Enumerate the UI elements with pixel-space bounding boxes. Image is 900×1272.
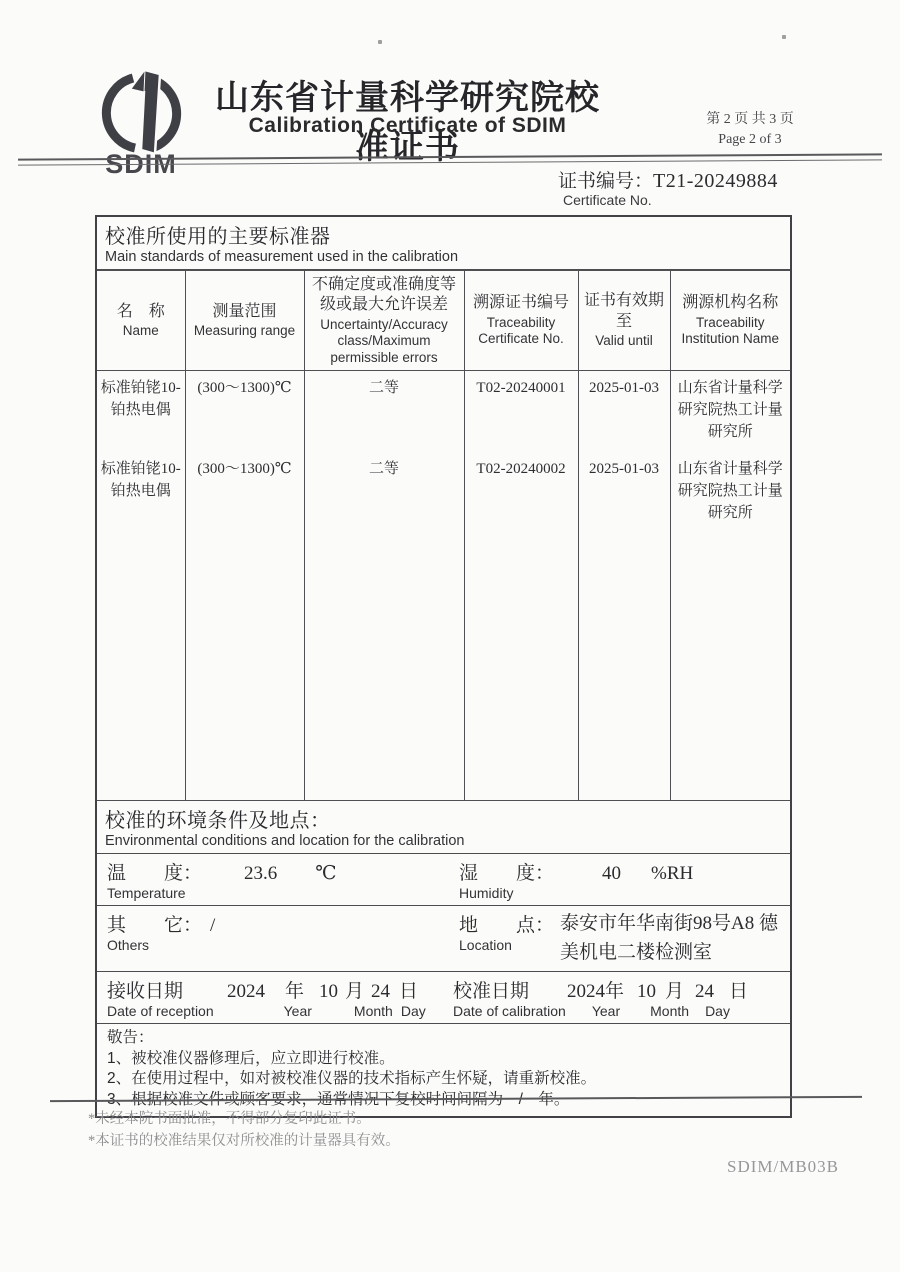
others-value: / — [210, 915, 216, 936]
temperature-value: 23.6 — [244, 863, 278, 884]
calibration-day: 24 — [695, 981, 714, 1002]
reception-month: 10 — [319, 981, 338, 1002]
environment-title-en: Environmental conditions and location for the calibration — [105, 833, 465, 849]
col-header-uncertainty: 不确定度或准确度等级或最大允许误差 Uncertainty/Accuracy class/Maximum permissible errors — [304, 271, 464, 371]
notice-title: 敬告： — [107, 1029, 154, 1046]
certificate-number-label: 证书编号： — [558, 171, 654, 192]
calibration-month: 10 — [637, 981, 656, 1002]
standard-2-name: 标准铂铑10-铂热电偶 — [100, 461, 181, 499]
col-header-traceability-no: 溯源证书编号 Traceability Certificate No. — [464, 271, 578, 371]
dates-row — [97, 972, 790, 1024]
location-value: 泰安市年华南街98号A8 德美机电二楼检测室 — [560, 913, 778, 963]
calibration-date-field: 校准日期 2024年 10 月 24 日 Date of calibration Year Month Day — [449, 972, 790, 1023]
notice-item-1: 1、被校准仪器修理后，应立即进行校准。 — [107, 1049, 395, 1067]
standard-2-institution: 山东省计量科学研究院热工计量研究所 — [677, 461, 783, 521]
standards-title-en: Main standards of measurement used in the calibration — [105, 249, 459, 265]
location-label-en: Location — [459, 937, 512, 953]
others-location-row — [97, 906, 790, 972]
scan-speck — [378, 40, 382, 44]
humidity-field — [449, 854, 790, 905]
others-label-en: Others — [107, 937, 150, 953]
standards-title-zh: 校准所使用的主要标准器 — [105, 226, 331, 248]
standard-1-cert-no: T02-20240001 — [476, 380, 566, 396]
col-header-valid-until: 证书有效期至 Valid until — [578, 271, 670, 371]
reception-label-en: Date of reception — [107, 1003, 214, 1019]
page-indicator — [690, 110, 810, 151]
reception-year: 2024 — [227, 981, 265, 1002]
standard-1-institution: 山东省计量科学研究院热工计量研究所 — [677, 380, 783, 440]
standard-2-accuracy: 二等 — [368, 461, 399, 477]
footnote-validity: *本证书的校准结果仅对所校准的计量器具有效。 — [88, 1133, 400, 1150]
footnotes — [88, 1108, 400, 1153]
others-field — [97, 906, 449, 971]
humidity-value: 40 — [602, 863, 622, 884]
certificate-body — [95, 215, 792, 1118]
col-header-range: 测量范围 Measuring range — [185, 271, 304, 371]
certificate-title-en: Calibration Certificate of SDIM — [248, 114, 567, 137]
reception-label-zh: 接收日期 — [107, 981, 184, 1002]
calibration-year: 2024 — [567, 981, 605, 1002]
location-field — [449, 906, 790, 971]
certificate-title-zh: 山东省计量科学研究院校准证书 — [215, 80, 600, 166]
humidity-unit: %RH — [651, 863, 694, 884]
col-header-institution: 溯源机构名称 Traceability Institution Name — [670, 271, 790, 371]
humidity-label-en: Humidity — [459, 885, 514, 901]
humidity-label-zh: 湿 度： — [459, 863, 555, 884]
notice-section — [97, 1024, 790, 1116]
standards-header-row — [97, 271, 790, 371]
footnote-copy-restriction: *未经本院书面批准，不得部分复印此证书。 — [88, 1111, 371, 1127]
page-indicator-zh: 第 2 页 共 3 页 — [706, 112, 794, 127]
standard-2-cert-no: T02-20240002 — [476, 461, 566, 477]
scan-speck — [782, 35, 786, 39]
certificate-number — [558, 166, 778, 193]
others-label-zh: 其 它： — [107, 915, 203, 936]
standard-2-valid-until: 2025-01-03 — [589, 461, 659, 477]
temperature-humidity-row — [97, 854, 790, 906]
calibration-label-zh: 校准日期 — [453, 981, 530, 1002]
certificate-number-value: T21-20249884 — [653, 170, 778, 192]
traceability-no-cell — [464, 371, 578, 801]
environment-section-title — [97, 801, 790, 854]
temperature-field — [97, 854, 449, 905]
standard-1-accuracy: 二等 — [368, 380, 399, 396]
environment-title-zh: 校准的环境条件及地点： — [105, 810, 331, 832]
institution-cell — [670, 371, 790, 801]
reception-day: 24 — [371, 981, 390, 1002]
reception-date-field: 接收日期 2024 年 10 月 24 日 Date of reception Year Month Day — [97, 972, 449, 1023]
range-cell — [185, 371, 304, 801]
standards-body-row — [97, 371, 790, 801]
standard-1-range: (300～1300)℃ — [197, 380, 292, 396]
temperature-label-zh: 温 度： — [107, 863, 203, 884]
name-cell — [97, 371, 185, 801]
standard-2-range: (300～1300)℃ — [197, 461, 292, 477]
standards-table — [97, 270, 790, 801]
page-indicator-en: Page 2 of 3 — [718, 132, 782, 148]
notice-item-2: 2、在使用过程中，如对被校准仪器的技术指标产生怀疑，请重新校准。 — [107, 1070, 597, 1088]
svg-text:SDIM: SDIM — [105, 149, 177, 176]
temperature-label-en: Temperature — [107, 885, 186, 901]
standard-1-name: 标准铂铑10-铂热电偶 — [100, 380, 181, 418]
valid-until-cell — [578, 371, 670, 801]
location-label-zh: 地 点： — [459, 915, 555, 936]
accuracy-cell — [304, 371, 464, 801]
col-header-name: 名 称 Name — [97, 271, 185, 371]
calibration-label-en: Date of calibration — [453, 1003, 566, 1019]
certificate-number-label-en: Certificate No. — [563, 192, 652, 208]
standard-1-valid-until: 2025-01-03 — [589, 380, 659, 396]
form-code: SDIM/MB03B — [727, 1157, 840, 1176]
standards-section-title — [97, 217, 790, 270]
temperature-unit: ℃ — [315, 863, 337, 884]
